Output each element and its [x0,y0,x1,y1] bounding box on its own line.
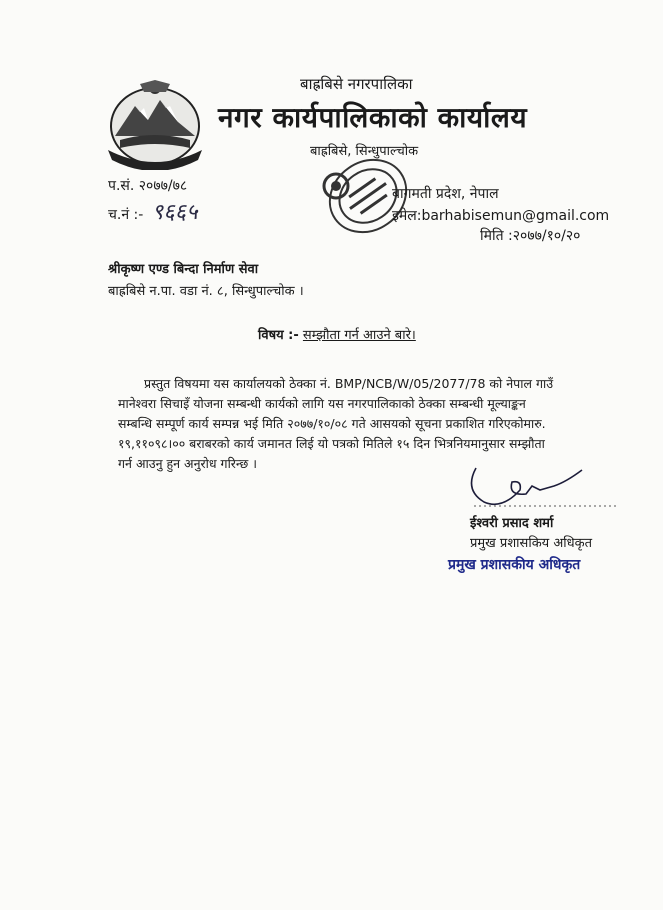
body-line: गर्न आउनु हुन अनुरोध गरिन्छ । [118,456,257,471]
body-line: मानेश्वरा सिचाइँ योजना सम्बन्धी कार्यको लागि यस नगरपालिकाको ठेक्का सम्बन्धी मूल्याङ्कन [118,396,526,411]
office-title: नगर कार्यपालिकाको कार्यालय [218,101,528,134]
handwritten-dispatch-number: ९६६५ [151,200,198,225]
body-line: सम्बन्धि सम्पूर्ण कार्य सम्पन्न भई मिति २०७७/१०/०८ गते आसयको सूचना प्रकाशित गरिएकोमारु. [118,416,546,431]
reference-cn: च.नं :- ९६६५ [108,200,198,225]
signatory-title: प्रमुख प्रशासकिय अधिकृत [470,536,593,551]
municipality-name: बाह्रबिसे नगरपालिका [300,75,413,93]
letter-body [118,374,618,474]
email-address: :barhabisemun@gmail.com [416,208,610,224]
subject-label: विषय :- [258,328,299,343]
email-label: इमेल [392,208,417,224]
subject-text: सम्झौता गर्न आउने बारे। [302,328,416,343]
recipient-address: बाह्रबिसे न.पा. वडा नं. ८, सिन्धुपाल्चोक । [108,284,304,299]
letter-date: मिति :२०७७/१०/२० [480,228,581,244]
reference-ps: प.सं. २०७७/७८ [108,178,188,194]
nepal-emblem-icon [100,78,210,170]
handwritten-signature-icon [462,460,632,512]
reference-ps-value: २०७७/७८ [138,178,188,194]
body-line: १९,११०९८।०० बराबरको कार्य जमानत लिई यो पत्रको मितिले १५ दिन भित्रनियमानुसार सम्झौता [118,436,545,451]
recipient-name: श्रीकृष्ण एण्ड बिन्दा निर्माण सेवा [108,262,259,277]
signatory-name: ईश्वरी प्रसाद शर्मा [470,516,554,531]
office-address: बाह्रबिसे, सिन्धुपाल्चोक [310,144,419,159]
subject-line [258,325,416,343]
signatory-stamp: प्रमुख प्रशासकीय अधिकृत [448,557,581,573]
body-line: प्रस्तुत विषयमा यस कार्यालयको ठेक्का नं. BMP/NCB/W/05/2077/78 को नेपाल गाउँ [144,376,554,391]
email-line [392,206,609,225]
province-line: बागमती प्रदेश, नेपाल [392,186,499,202]
